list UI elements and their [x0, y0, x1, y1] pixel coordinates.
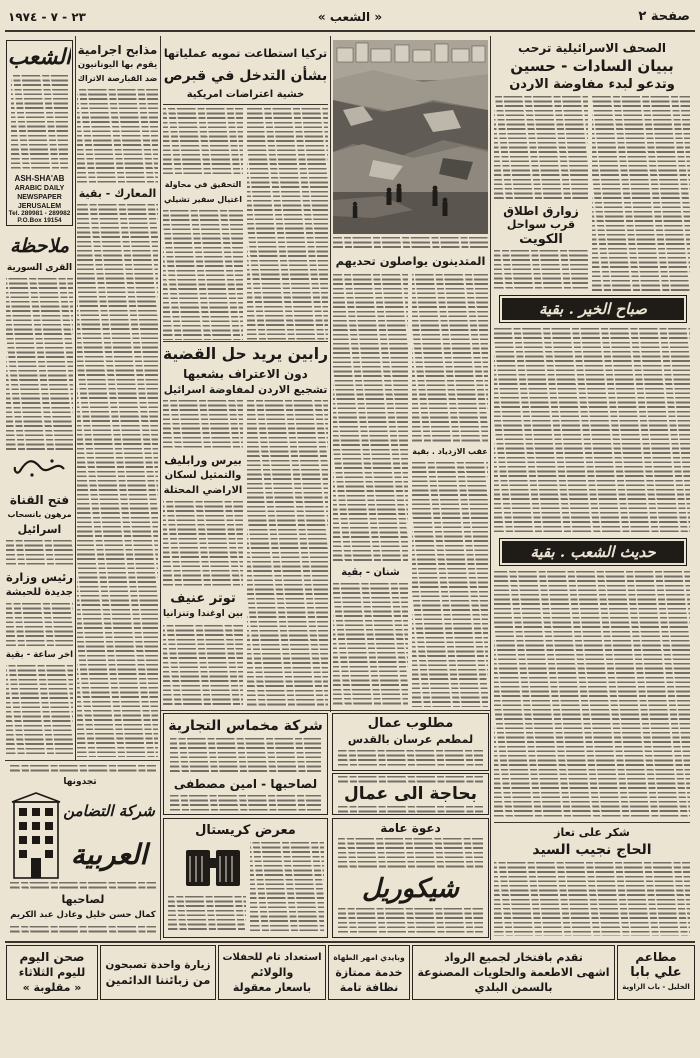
ad-small-text: [338, 776, 483, 783]
article-body-text: [592, 96, 690, 291]
article-body-text: [6, 278, 73, 450]
section-rule: [5, 760, 160, 761]
mikhmas-owner: لصاحبها - امين مصطفى: [173, 777, 318, 791]
column-logo-script: [12, 455, 67, 481]
kuwait-headline-line: الكويت: [519, 232, 563, 247]
news-photo: [333, 40, 488, 234]
strip-line: زيارة واحدة تصبحون: [105, 958, 211, 971]
uganda-headline-line: بين اوغندا وتنزانيا: [163, 609, 243, 619]
ad-small-text: [10, 926, 156, 935]
issue-date: ٢٣ - ٧ - ١٩٧٤: [8, 10, 86, 24]
article-body-text: [494, 862, 690, 936]
rabin-headline: رابين يريد حل القضية: [163, 345, 328, 363]
turkey-headline: تركيا استطاعت تمويه عملياتها: [163, 47, 328, 60]
masthead-subtitle-text: [11, 75, 68, 171]
article-body-text: [494, 96, 588, 201]
workers-title: مطلوب عمال: [367, 716, 454, 731]
masthead-line-en: NEWSPAPER: [17, 194, 62, 201]
kuwait-headline-line: زوارق اطلاق: [503, 204, 579, 218]
strip-line: الخليل - باب الزاوية: [622, 983, 690, 991]
invitation-title: دعوة عامة: [380, 821, 441, 835]
section-rule: [5, 941, 695, 943]
chile-headline-line: التحقيق في محاولة: [164, 180, 242, 189]
strip-box-dish-of-the-day: [6, 945, 98, 1000]
peoples-talk-banner: حديث الشعب . بقية: [500, 539, 686, 565]
ethiopia-headline-line: رئيس وزارة: [6, 570, 73, 584]
israeli-press-kicker: الصحف الاسرائيلية ترحب: [518, 41, 666, 55]
thanks-title: شكر على تعاز: [554, 826, 630, 839]
note-logo: ملاحظة: [9, 235, 70, 257]
crystal-title: معرض كريستال: [195, 823, 296, 838]
uganda-headline-line: توتر عنيف: [170, 591, 236, 606]
need-workers-title: بحاجة الى عمال: [344, 784, 477, 804]
article-body-text: [77, 204, 158, 757]
rabin-deck: تشجيع الاردن لمفاوضة اسرائيل: [163, 384, 328, 396]
peres-headline-line: والتمثيل لسكان: [164, 470, 242, 481]
canal-headline-line: مرهون بانسحاب: [7, 510, 72, 519]
article-body-text: [163, 400, 243, 450]
shanan-continued-heading: شنان - بقية: [341, 567, 400, 578]
header-rule: [5, 30, 695, 32]
strip-line: بالسمن البلدي: [474, 981, 553, 994]
rabin-subhead: دون الاعتراف بشعبها: [183, 367, 308, 381]
article-body-text: [247, 400, 328, 708]
good-morning-banner: صباح الخير . بقية: [500, 296, 686, 322]
article-body-text: [494, 250, 588, 291]
massacres-headline-line: يقوم بها اليونانيون: [77, 60, 158, 70]
israeli-press-subhead: وتدعو لبدء مفاوضة الاردن: [509, 77, 675, 92]
thanks-name: الحاج نجيب السيد: [532, 842, 652, 858]
masthead-city: JERUSALEM: [17, 203, 62, 210]
massacres-headline-line: ضد القبارصة الاتراك: [77, 74, 158, 83]
strip-box-offer: [412, 945, 615, 1000]
article-body-text: [247, 108, 328, 340]
ad-small-text: [170, 738, 321, 774]
strip-line: باسعار معقولة: [232, 981, 312, 994]
article-body-text: [412, 462, 488, 707]
canal-headline-line: فتح القناة: [9, 493, 70, 507]
masthead-line-en: ARABIC DAILY: [14, 185, 65, 192]
strip-box-parties: [218, 945, 326, 1000]
israeli-press-headline: ببيان السادات - حسين: [510, 57, 674, 75]
article-body-text: [77, 89, 158, 184]
ethiopia-headline-line: جديدة للحبشة: [6, 587, 73, 598]
ad-small-text: [338, 838, 483, 870]
ad-small-text: [338, 908, 483, 934]
ad-small-text: [10, 765, 156, 773]
tadamun-owners: كمال حسن خليل وعادل عبد الكريم: [10, 910, 156, 920]
ad-small-text: [338, 806, 483, 813]
masthead-pobox: P.O.Box 19154: [17, 217, 62, 224]
canal-headline-line: اسرائيل: [17, 523, 62, 536]
shikorel-brand: شيكوريل: [362, 874, 459, 904]
article-body-text: [412, 274, 488, 442]
ad-small-text: [170, 795, 321, 811]
turkey-deck: خشية اعتراضات امريكية: [186, 89, 305, 100]
increase-continued-heading: عقب الازدياد . بقية: [412, 447, 488, 456]
peres-headline-line: الاراضي المحتلة: [163, 485, 243, 496]
article-body-text: [163, 501, 243, 587]
tadamun-owners-label: لصاحبها: [61, 893, 105, 906]
masthead-title: الشعب: [8, 45, 71, 70]
strip-line: علي بابا: [630, 965, 682, 980]
article-body-text: [163, 210, 243, 340]
photo-caption: [333, 237, 488, 249]
section-rule: [160, 710, 490, 711]
chile-headline-line: اغتيال سفير تشيلي: [164, 195, 242, 204]
article-body-text: [163, 625, 243, 708]
ad-small-text: [168, 896, 246, 933]
strip-line: استعداد تام للحفلات: [222, 952, 322, 963]
column-rule: [160, 36, 161, 940]
strip-box-service: [328, 945, 410, 1000]
article-body-text: [494, 571, 690, 819]
battles-continued-heading: المعارك - بقية: [78, 187, 157, 200]
strip-line: اشهى الاطعمة والحلويات المصنوعة: [417, 966, 610, 979]
article-body-text: [6, 665, 73, 757]
article-body-text: [494, 328, 690, 534]
strip-line: « مقلوبة »: [22, 981, 82, 994]
ad-small-text: [338, 750, 483, 767]
article-body-text: [333, 583, 408, 707]
section-rule: [494, 822, 690, 823]
strip-line: والولائم: [250, 966, 294, 979]
article-body-text: [333, 274, 408, 563]
tadamun-find-label: تجدونها: [63, 777, 97, 787]
strip-box-visit: [100, 945, 216, 1000]
strip-box-restaurant-name: [617, 945, 695, 1000]
mikhmas-name: شركة مخماس التجارية: [168, 718, 323, 734]
ad-small-text: [10, 882, 156, 891]
turkey-subhead: بشأن التدخل في قبرص: [163, 68, 328, 84]
article-body-text: [6, 540, 73, 566]
kuwait-headline-line: قرب سواحل: [506, 218, 576, 231]
newspaper-name: « الشعب »: [317, 10, 383, 24]
column-rule: [330, 36, 331, 712]
section-rule: [163, 341, 328, 342]
peres-headline-line: بيرس ورابليف: [164, 454, 242, 467]
strip-line: وبايدي امهر الطهاة: [333, 953, 405, 962]
strip-line: صحن اليوم: [19, 950, 85, 964]
article-body-text: [163, 108, 243, 174]
tadamun-name-line: شركة التضامن: [63, 802, 155, 820]
note-subheading: القرى السورية: [6, 263, 73, 273]
strip-line: مطاعم: [635, 950, 677, 964]
religious-headline: المتدينون يواصلون تحديهم: [335, 254, 486, 268]
column-rule: [75, 36, 76, 760]
section-rule: [163, 104, 328, 105]
strip-line: من زبائننا الدائمين: [105, 972, 211, 987]
workers-subtitle: لمطعم عرسان بالقدس: [347, 733, 474, 746]
strip-line: تقدم بافتخار لجميع الرواد: [444, 951, 583, 964]
tadamun-name-line: العربية: [70, 838, 148, 871]
massacres-headline-line: مذابح اجرامية: [77, 43, 158, 57]
article-body-text: [6, 603, 73, 646]
ad-small-text: [250, 842, 324, 932]
page-number: صفحة ٢: [638, 9, 690, 24]
camera-icon: [182, 842, 244, 892]
last-hour-continued-heading: اخر ساعة - بقية: [6, 650, 73, 660]
strip-line: خدمة ممتازة: [335, 966, 403, 979]
masthead-name-en: ASH-SHA'AB: [14, 174, 65, 183]
tadamun-building-icon: [10, 792, 62, 880]
column-rule: [490, 36, 491, 940]
strip-line: نظافة تامة: [339, 981, 399, 994]
strip-line: لليوم الثلاثاء: [18, 966, 86, 979]
masthead-telephone: Tel. 289981 - 289982: [8, 210, 71, 217]
